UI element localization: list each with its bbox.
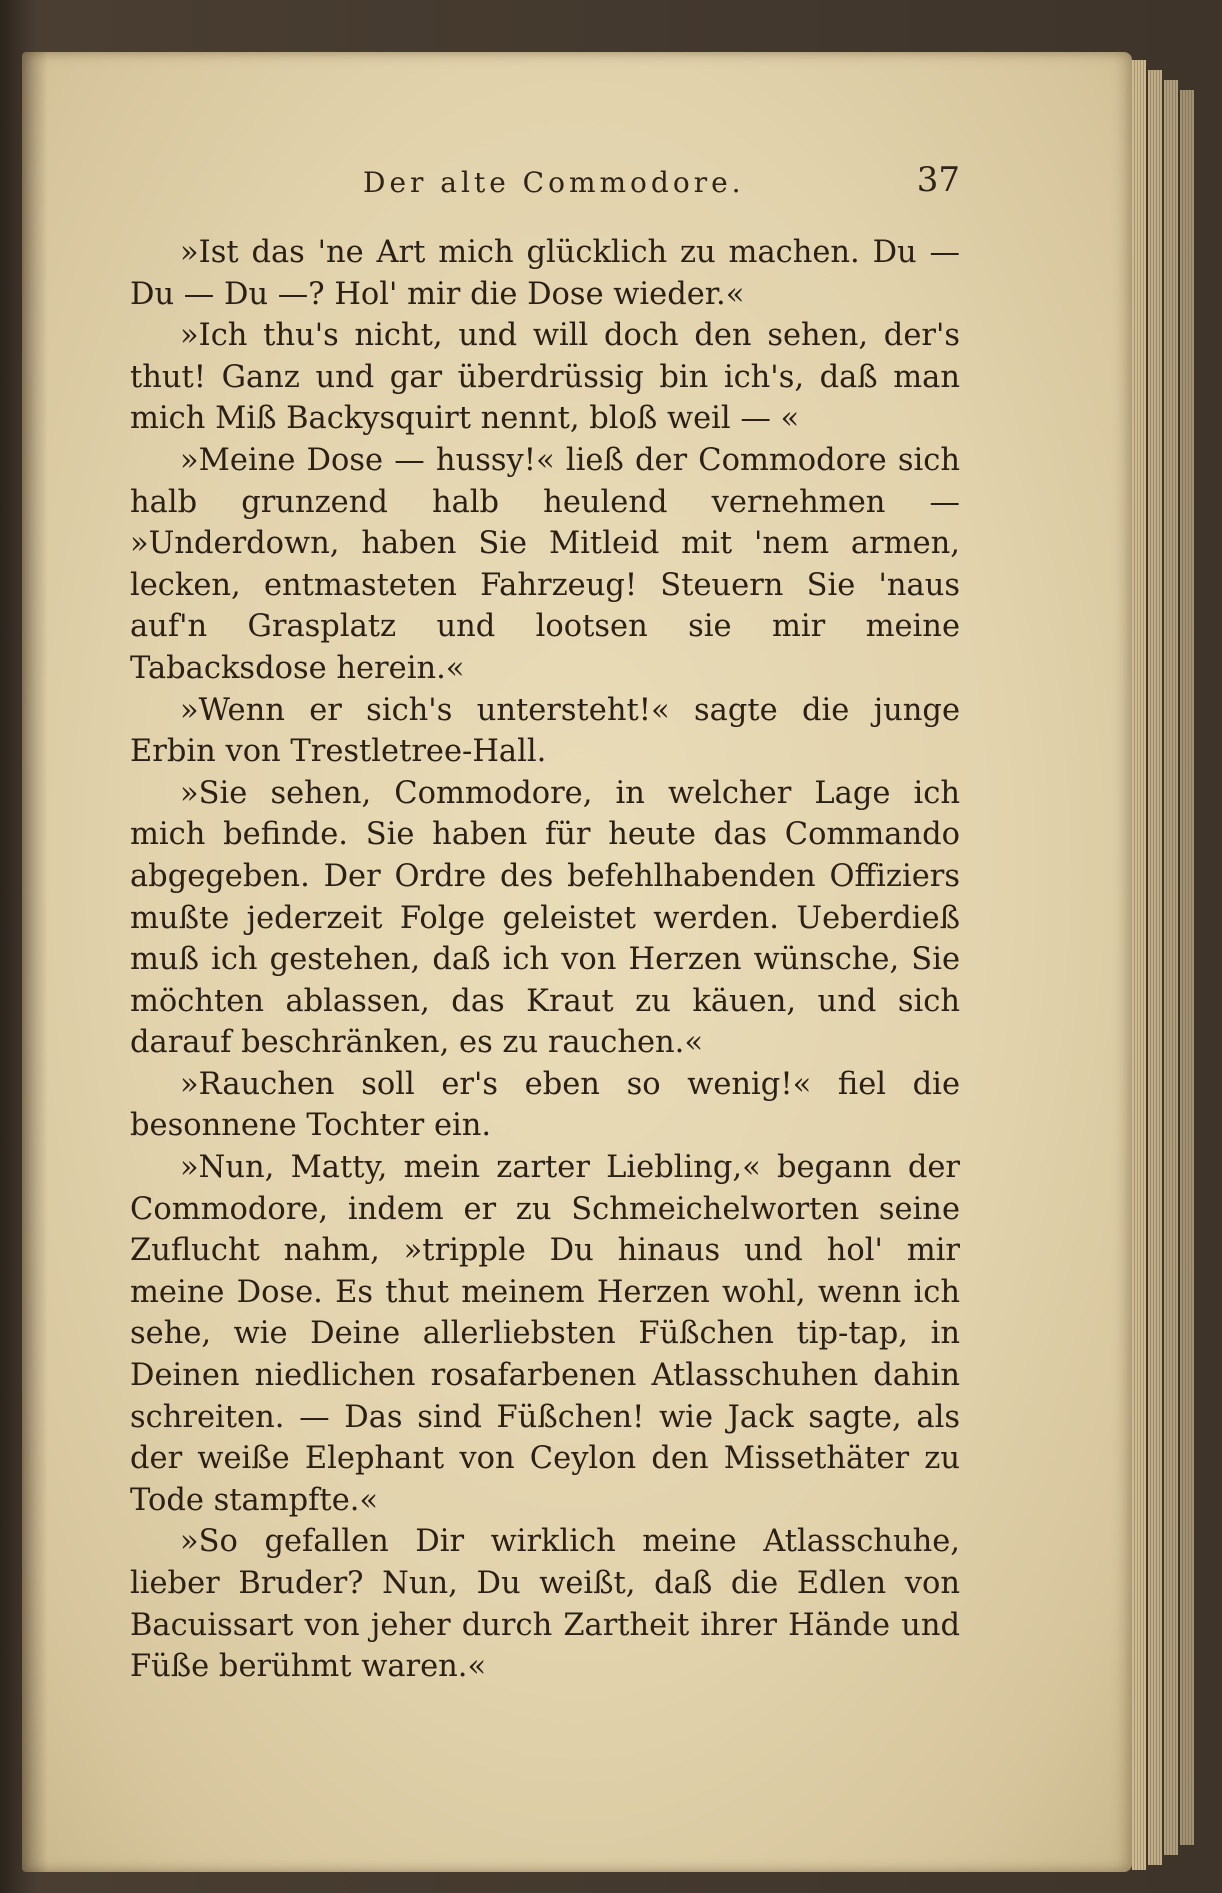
page-edges bbox=[1132, 60, 1146, 1870]
page-edges bbox=[1164, 80, 1178, 1855]
paragraph: »Rauchen soll er's eben so wenig!« fiel die besonnene Tochter ein. bbox=[130, 1066, 960, 1144]
page-edges bbox=[1180, 90, 1194, 1845]
page-gutter bbox=[22, 52, 48, 1872]
page-edges bbox=[1148, 70, 1162, 1865]
paragraph: »Sie sehen, Commodore, in welcher Lage ich mich befinde. Sie haben für heute das Commando abgegeben. Der Ordre des befehlhabenden Offiziers mußte jederzeit Folge geleistet werden. Ueberdieß muß ich gestehen, daß ich von Herzen wünsche, Sie möchten ablassen, das Kraut zu käuen, und sich darauf beschränken, es zu rauchen.« bbox=[130, 775, 960, 1061]
running-title: Der alte Commodore. bbox=[363, 166, 745, 199]
paragraph: »Meine Dose — hussy!« ließ der Commodore sich halb grunzend halb heulend vernehmen — »Underdown, haben Sie Mitleid mit 'nem armen, lecken, entmasteten Fahrzeug! Steuern Sie 'naus auf'n Grasplatz und lootsen sie mir meine Tabacksdose herein.« bbox=[130, 442, 960, 686]
body-text bbox=[130, 232, 960, 1688]
paragraph: »So gefallen Dir wirklich meine Atlasschuhe, lieber Bruder? Nun, Du weißt, daß die Edlen von Bacuissart von jeher durch Zartheit ihrer Hände und Füße berühmt waren.« bbox=[130, 1524, 960, 1685]
paragraph: »Wenn er sich's untersteht!« sagte die junge Erbin von Trestletree-Hall. bbox=[130, 692, 960, 770]
paragraph: »Ich thu's nicht, und will doch den sehen, der's thut! Ganz und gar überdrüssig bin ich's, daß man mich Miß Backysquirt nennt, bloß weil — « bbox=[130, 318, 960, 437]
paragraph: »Ist das 'ne Art mich glücklich zu machen. Du — Du — Du —? Hol' mir die Dose wieder.« bbox=[130, 235, 960, 312]
page-number: 37 bbox=[916, 160, 960, 200]
paragraph: »Nun, Matty, mein zarter Liebling,« begann der Commodore, indem er zu Schmeichelworten seine Zuflucht nahm, »tripple Du hinaus und hol' mir meine Dose. Es thut meinem Herzen wohl, wenn ich sehe, wie Deine allerliebsten Füßchen tip-tap, in Deinen niedlichen rosafarbenen Atlasschuhen dahin schreiten. — Das sind Füßchen! wie Jack sagte, als der weiße Elephant von Ceylon den Missethäter zu Tode stampfte.« bbox=[130, 1150, 960, 1518]
page-header bbox=[130, 160, 960, 210]
